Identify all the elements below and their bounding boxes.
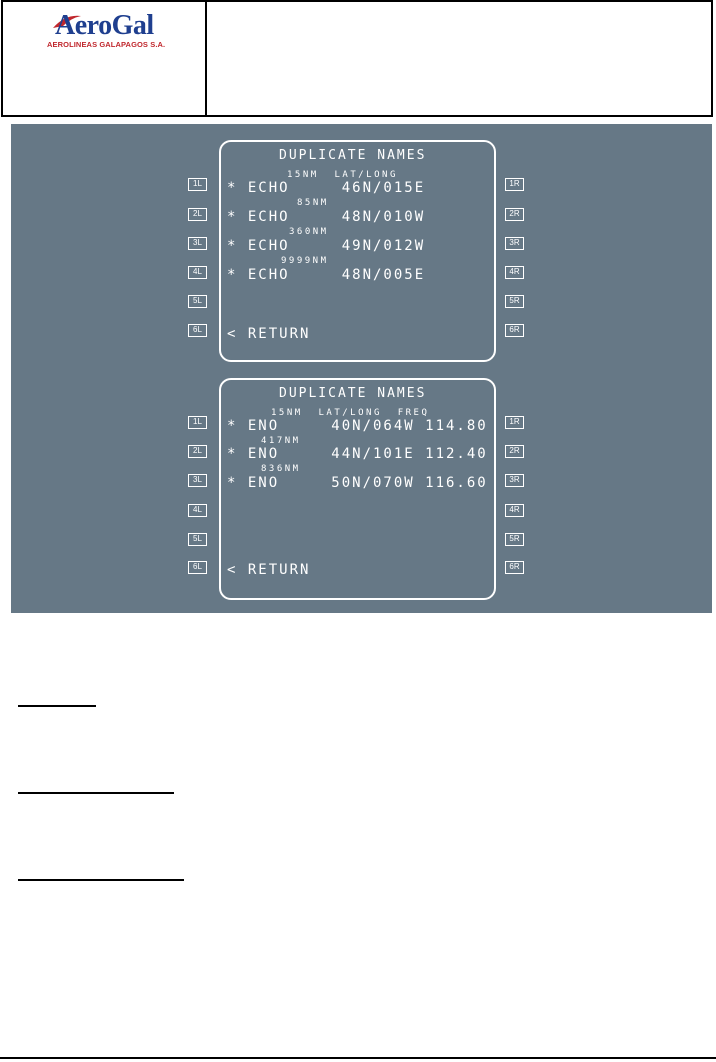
- lsk-5l[interactable]: 5L: [188, 295, 207, 308]
- lsk-3l[interactable]: 3L: [188, 237, 207, 250]
- footer-rule: [0, 1057, 716, 1059]
- lsk-5l[interactable]: 5L: [188, 533, 207, 546]
- lsk-3r[interactable]: 3R: [505, 474, 524, 487]
- lsk-1r[interactable]: 1R: [505, 416, 524, 429]
- lsk-4l[interactable]: 4L: [188, 504, 207, 517]
- lsk-6r[interactable]: 6R: [505, 561, 524, 574]
- row-header: 417NM: [261, 436, 301, 446]
- lsk-2l[interactable]: 2L: [188, 445, 207, 458]
- row-header: 85NM: [297, 198, 329, 208]
- section-heading-underline: [18, 879, 184, 881]
- page-title: DUPLICATE NAMES: [279, 148, 427, 163]
- return-prompt[interactable]: < RETURN: [227, 326, 311, 342]
- cdu-screen-duplicate-names-2: [219, 378, 496, 600]
- cdu-screen-duplicate-names-1: [219, 140, 496, 362]
- row-header: 15NM LAT/LONG: [287, 170, 398, 180]
- row-line: * ENO 44N/101E 112.40: [227, 446, 488, 462]
- lsk-1r[interactable]: 1R: [505, 178, 524, 191]
- lsk-1l[interactable]: 1L: [188, 178, 207, 191]
- page-title: DUPLICATE NAMES: [279, 386, 427, 401]
- row-line: * ECHO 48N/005E: [227, 267, 426, 283]
- lsk-2r[interactable]: 2R: [505, 445, 524, 458]
- row-header: 360NM: [289, 227, 329, 237]
- row-line: * ENO 40N/064W 114.80: [227, 418, 488, 434]
- row-line: * ECHO 48N/010W: [227, 209, 426, 225]
- lsk-2l[interactable]: 2L: [188, 208, 207, 221]
- logo-wordmark: AeroGal: [55, 10, 154, 41]
- lsk-4l[interactable]: 4L: [188, 266, 207, 279]
- row-header: 15NM LAT/LONG FREQ: [271, 408, 430, 418]
- lsk-4r[interactable]: 4R: [505, 504, 524, 517]
- row-header: 836NM: [261, 464, 301, 474]
- lsk-6l[interactable]: 6L: [188, 561, 207, 574]
- lsk-5r[interactable]: 5R: [505, 295, 524, 308]
- header-divider: [205, 2, 207, 115]
- section-heading-underline: [18, 792, 174, 794]
- row-line: * ENO 50N/070W 116.60: [227, 475, 488, 491]
- lsk-2r[interactable]: 2R: [505, 208, 524, 221]
- aerogal-logo: [45, 10, 185, 52]
- lsk-3r[interactable]: 3R: [505, 237, 524, 250]
- document-header: [1, 0, 713, 117]
- lsk-6l[interactable]: 6L: [188, 324, 207, 337]
- lsk-5r[interactable]: 5R: [505, 533, 524, 546]
- row-line: * ECHO 46N/015E: [227, 180, 426, 196]
- row-line: * ECHO 49N/012W: [227, 238, 426, 254]
- lsk-1l[interactable]: 1L: [188, 416, 207, 429]
- logo-subtitle: AEROLINEAS GALAPAGOS S.A.: [47, 40, 166, 49]
- lsk-3l[interactable]: 3L: [188, 474, 207, 487]
- lsk-4r[interactable]: 4R: [505, 266, 524, 279]
- lsk-6r[interactable]: 6R: [505, 324, 524, 337]
- row-header: 9999NM: [281, 256, 329, 266]
- cdu-figure: [11, 124, 712, 613]
- return-prompt[interactable]: < RETURN: [227, 562, 311, 578]
- section-heading-underline: [18, 705, 96, 707]
